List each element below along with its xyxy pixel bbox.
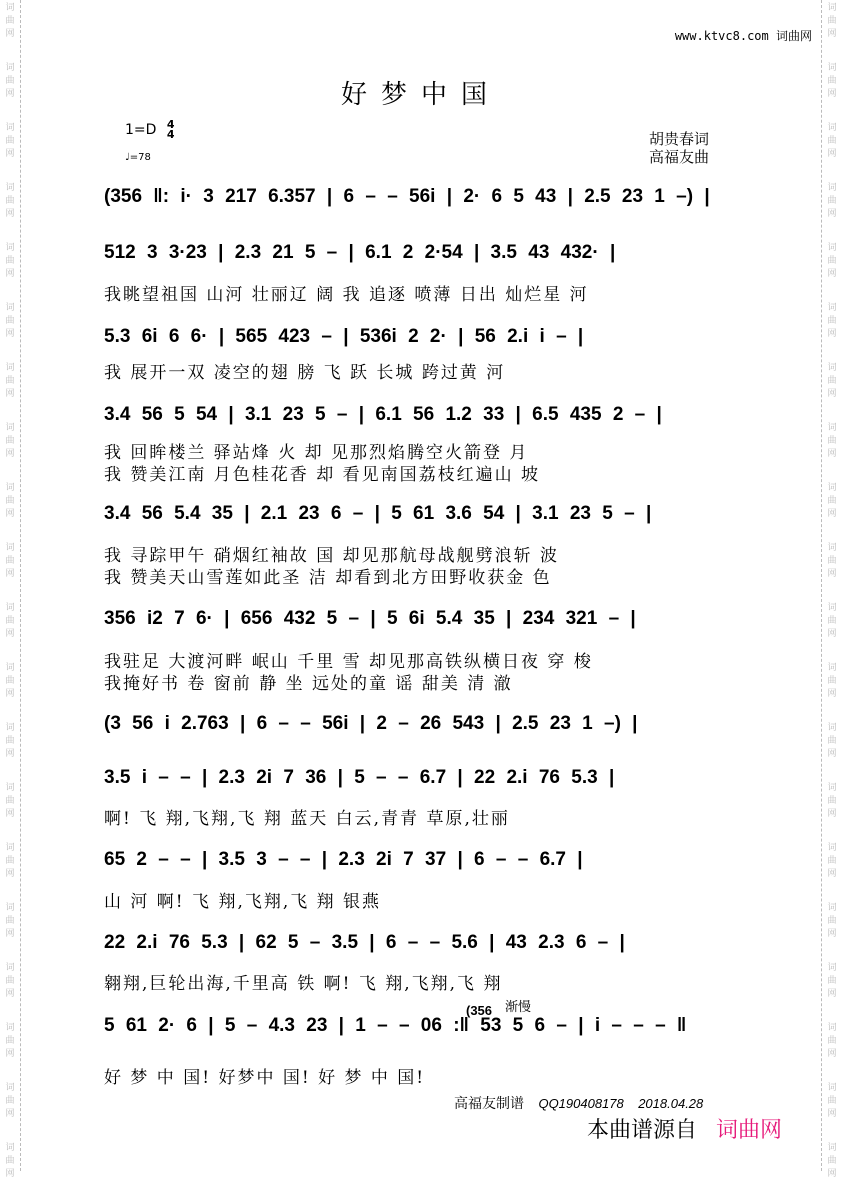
tempo-marking: ♩=78 [125, 152, 151, 163]
lyric-line: 我 赞美江南 月色桂花香 却 看见南国荔枝红遍山 坡 [104, 465, 541, 485]
lyric-line: 我 回眸楼兰 驿站烽 火 却 见那烈焰腾空火箭登 月 [104, 443, 529, 463]
staff-line: 5.3 6i 6 6· | 565 423 – | 536i 2 2· | 56 2.i i – | [104, 326, 584, 347]
date: 2018.04.28 [638, 1096, 704, 1111]
watermark-group: 词 曲 网 [5, 843, 15, 879]
source-credit [587, 1113, 782, 1144]
watermark-group: 词 曲 网 [5, 3, 15, 39]
watermark-group: 词 曲 网 [827, 603, 837, 639]
source-label: 本曲谱源自 [587, 1118, 698, 1143]
credits [649, 130, 709, 166]
watermark-group: 词 曲 网 [827, 663, 837, 699]
ritardando-mark: 渐慢 [505, 1000, 532, 1015]
watermark-group: 词 曲 网 [827, 3, 837, 39]
watermark-group: 词 曲 网 [827, 63, 837, 99]
pickup-notes: (356 [466, 1003, 493, 1018]
watermark-group: 词 曲 网 [5, 963, 15, 999]
watermark-group: 词 曲 网 [827, 183, 837, 219]
watermark-group: 词 曲 网 [827, 363, 837, 399]
watermark-group: 词 曲 网 [5, 663, 15, 699]
staff-line: 356 i2 7 6· | 656 432 5 – | 5 6i 5.4 35 | 234 321 – | [104, 608, 636, 629]
watermark-group: 词 曲 网 [5, 303, 15, 339]
watermark-group: 词 曲 网 [5, 423, 15, 459]
lyric-line: 山 河 啊! 飞 翔,飞翔,飞 翔 银燕 [104, 892, 382, 912]
watermark-group: 词 曲 网 [5, 543, 15, 579]
watermark-group: 词 曲 网 [827, 723, 837, 759]
watermark-group: 词 曲 网 [827, 303, 837, 339]
site-name: 词曲网 [775, 29, 812, 43]
source-brand[interactable]: 词曲网 [716, 1118, 783, 1143]
watermark-group: 词 曲 网 [5, 783, 15, 819]
staff-line: 22 2.i 76 5.3 | 62 5 – 3.5 | 6 – – 5.6 | 43 2.3 6 – | [104, 932, 625, 953]
watermark-group: 词 曲 网 [827, 1083, 837, 1119]
key-signature [125, 120, 175, 140]
watermark-group: 词 曲 网 [5, 243, 15, 279]
watermark-group: 词 曲 网 [5, 363, 15, 399]
staff-line: 3.5 i – – | 2.3 2i 7 36 | 5 – – 6.7 | 22 2.i 76 5.3 | [104, 767, 615, 788]
lyric-line: 啊! 飞 翔,飞翔,飞 翔 蓝天 白云,青青 草原,壮丽 [104, 809, 510, 829]
time-bottom: 4 [166, 128, 175, 141]
watermark-group: 词 曲 网 [5, 483, 15, 519]
staff-line: 65 2 – – | 3.5 3 – – | 2.3 2i 7 37 | 6 – – 6.7 | [104, 849, 583, 870]
watermark-group: 词 曲 网 [827, 483, 837, 519]
site-header [675, 27, 812, 44]
lyric-line: 我掩好书 卷 窗前 静 坐 远处的童 谣 甜美 清 澈 [104, 674, 513, 694]
watermark-group: 词 曲 网 [5, 1083, 15, 1119]
watermark-group: 词 曲 网 [827, 783, 837, 819]
arranger: 高福友制谱 [454, 1096, 524, 1112]
time-signature [167, 120, 175, 140]
watermark-group: 词 曲 网 [827, 963, 837, 999]
song-title: 好梦中国 [340, 80, 501, 110]
staff-line: 3.4 56 5.4 35 | 2.1 23 6 – | 5 61 3.6 54 | 3.1 23 5 – | [104, 503, 652, 524]
left-watermark-strip [0, 0, 21, 1179]
lyric-line: 好 梦 中 国! 好梦中 国! 好 梦 中 国! [104, 1068, 426, 1088]
staff-line: 5 61 2· 6 | 5 – 4.3 23 | 1 – – 06 :‖ 53 5 6 – | i – – – ‖ [104, 1015, 687, 1036]
watermark-group: 词 曲 网 [5, 1023, 15, 1059]
arranger-signature [454, 1093, 703, 1113]
watermark-group: 词 曲 网 [827, 1143, 837, 1179]
staff-line: (356 ‖: i· 3 217 6.357 | 6 – – 56i | 2· 6 5 43 | 2.5 23 1 –) | [104, 186, 710, 207]
watermark-group: 词 曲 网 [5, 123, 15, 159]
lyric-line: 我 寻踪甲午 硝烟红袖故 国 却见那航母战舰劈浪斩 波 [104, 546, 560, 566]
staff-line: 3.4 56 5 54 | 3.1 23 5 – | 6.1 56 1.2 33 | 6.5 435 2 – | [104, 404, 662, 425]
staff-line: (3 56 i 2.763 | 6 – – 56i | 2 – 26 543 | 2.5 23 1 –) | [104, 713, 638, 734]
watermark-group: 词 曲 网 [827, 123, 837, 159]
watermark-group: 词 曲 网 [827, 843, 837, 879]
watermark-group: 词 曲 网 [5, 1143, 15, 1179]
lyric-line: 我 赞美天山雪莲如此圣 洁 却看到北方田野收获金 色 [104, 568, 552, 588]
lyric-line: 我 展开一双 凌空的翅 膀 飞 跃 长城 跨过黄 河 [104, 363, 506, 383]
watermark-group: 词 曲 网 [827, 243, 837, 279]
qq-number: QQ190408178 [538, 1096, 624, 1111]
watermark-group: 词 曲 网 [5, 723, 15, 759]
watermark-group: 词 曲 网 [827, 903, 837, 939]
lyricist: 胡贵春词 [649, 130, 710, 148]
watermark-group: 词 曲 网 [5, 183, 15, 219]
time-top: 4 [166, 118, 175, 131]
lyric-line: 翱翔,巨轮出海,千里高 铁 啊! 飞 翔,飞翔,飞 翔 [104, 974, 503, 994]
watermark-group: 词 曲 网 [5, 903, 15, 939]
composer: 高福友曲 [649, 148, 710, 166]
watermark-group: 词 曲 网 [5, 63, 15, 99]
right-watermark-strip [821, 0, 842, 1179]
watermark-group: 词 曲 网 [5, 603, 15, 639]
lyric-line: 我眺望祖国 山河 壮丽辽 阔 我 追逐 喷薄 日出 灿烂星 河 [104, 285, 589, 305]
site-url[interactable]: www.ktvc8.com [674, 29, 769, 43]
key-label: 1=D [125, 122, 157, 138]
watermark-group: 词 曲 网 [827, 1023, 837, 1059]
staff-line: 512 3 3·23 | 2.3 21 5 – | 6.1 2 2·54 | 3.5 43 432· | [104, 242, 616, 263]
watermark-group: 词 曲 网 [827, 543, 837, 579]
watermark-group: 词 曲 网 [827, 423, 837, 459]
lyric-line: 我驻足 大渡河畔 岷山 千里 雪 却见那高铁纵横日夜 穿 梭 [104, 652, 593, 672]
